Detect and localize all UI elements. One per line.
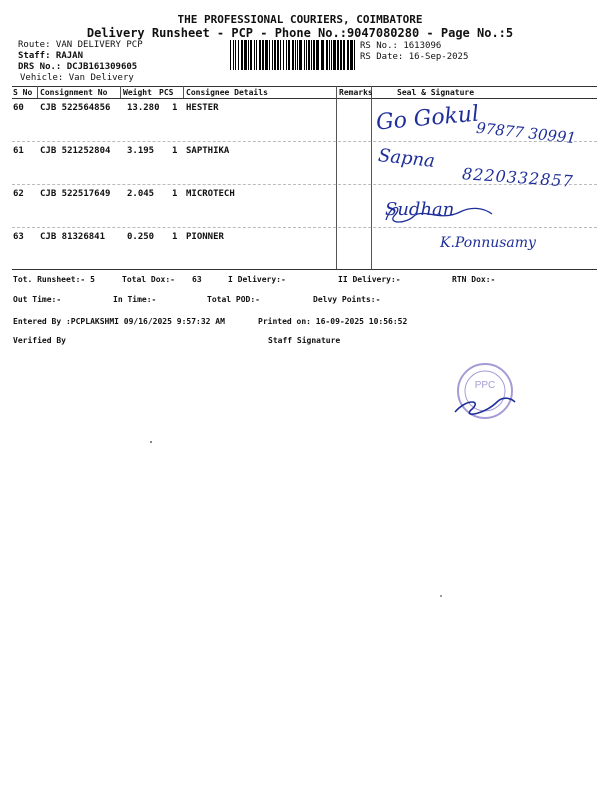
barcode-bar [329,40,330,70]
header-pcs: PCS [159,88,174,97]
barcode-bar [347,40,349,70]
table-row-consignment: CJB 522517649 [40,189,111,199]
barcode-bar [354,40,355,70]
table-row-weight: 2.045 [127,189,155,199]
table-row-pcs: 1 [172,232,178,242]
barcode-bar [256,40,257,70]
printed-on: Printed on: 16-09-2025 10:56:52 [258,317,408,326]
header-remarks: Remarks [339,88,373,97]
barcode-bar [254,40,255,70]
staff-signature-label: Staff Signature [268,336,341,345]
row-separator [12,227,597,228]
table-row-weight: 0.250 [127,232,155,242]
delivery-points: Delvy Points:- [313,295,381,304]
table-row-sno: 60 [13,103,24,113]
total-runsheet: Tot. Runsheet:- 5 [13,275,95,284]
barcode-bar [299,40,302,70]
barcode-bar [235,40,236,70]
table-row-consignee: PIONNER [186,232,224,242]
barcode-bar [292,40,294,70]
in-time: In Time:- [113,295,157,304]
barcode-bar [326,40,328,70]
company-title: THE PROFESSIONAL COURIERS, COIMBATORE [177,13,423,26]
table-row-pcs: 1 [172,103,178,113]
table-row-weight: 13.280 [127,103,160,113]
barcode-bar [308,40,310,70]
barcode-bar [337,40,339,70]
barcode-bar [295,40,296,70]
barcode-bar [241,40,243,70]
table-bottom-rule [12,269,597,270]
table-row-sno: 63 [13,232,24,242]
barcode-bar [272,40,273,70]
i-delivery: I Delivery:- [228,275,286,284]
table-top-rule [12,86,597,87]
rtn-dox: RTN Dox:- [452,275,496,284]
speck [440,595,442,597]
barcode-bar [283,40,284,70]
barcode-bar [269,40,270,70]
barcode-bar [286,40,287,70]
barcode-bar [331,40,332,70]
table-row-consignment: CJB 81326841 [40,232,106,242]
table-row-consignee: HESTER [186,103,219,113]
signature-row-60: Go Gokul [375,101,481,136]
ii-delivery: II Delivery:- [338,275,401,284]
barcode-bar [248,40,249,70]
remarks-divider-right [371,86,372,269]
speck [150,441,152,443]
header-weight: Weight [123,88,152,97]
barcode-bar [313,40,315,70]
staff-label: Staff: RAJAN [18,51,84,61]
header-seal: Seal & Signature [397,88,475,97]
rs-number: RS No.: 1613096 [360,41,442,51]
total-dox-label: Total Dox:- [122,275,175,284]
table-header-rule [12,98,597,99]
office-stamp [445,358,525,428]
barcode-bar [306,40,307,70]
barcode-bar [250,40,252,70]
barcode-bar [304,40,305,70]
table-row-weight: 3.195 [127,146,155,156]
col-divider [183,86,184,98]
table-row-pcs: 1 [172,189,178,199]
handwritten-phone-row-60: 97877 30991 [475,118,577,148]
row-separator [12,141,597,142]
table-row-pcs: 1 [172,146,178,156]
barcode-bar [350,40,353,70]
col-divider [120,86,121,98]
header-consignment: Consignment No [40,88,108,97]
barcode-bar [265,40,268,70]
col-divider [37,86,38,98]
signature-row-61: Sapna [377,145,436,172]
vehicle-label: Vehicle: Van Delivery [20,73,134,83]
table-row-consignee: SAPTHIKA [186,146,230,156]
verified-by: Verified By [13,336,66,345]
table-row-sno: 61 [13,146,24,156]
barcode-bar [288,40,290,70]
signature-row-63: K.Ponnusamy [440,235,536,251]
table-row-consignee: MICROTECH [186,189,235,199]
out-time: Out Time:- [13,295,62,304]
total-pod: Total POD:- [207,295,260,304]
barcode-bar [238,40,239,70]
barcode-bar [230,40,231,70]
barcode [230,40,355,70]
barcode-bar [297,40,298,70]
entered-by: Entered By :PCPLAKSHMI 09/16/2025 9:57:32 AM [13,317,225,326]
barcode-bar [233,40,234,70]
barcode-bar [280,40,281,70]
barcode-bar [340,40,342,70]
remarks-divider-left [336,86,337,269]
barcode-bar [259,40,261,70]
header-consignee: Consignee Details [186,88,268,97]
handwritten-phone-row-61: 8220332857 [461,164,575,191]
signature-scribble-row-62 [380,198,500,234]
barcode-bar [343,40,345,70]
drs-label: DRS No.: DCJB161309605 [18,62,138,72]
barcode-bar [321,40,324,70]
route-label: Route: VAN DELIVERY PCP [18,40,143,50]
runsheet-subtitle: Delivery Runsheet - PCP - Phone No.:9047080280 - Page No.:5 [86,26,514,40]
barcode-bar [244,40,247,70]
barcode-bar [262,40,264,70]
barcode-bar [274,40,276,70]
table-row-consignment: CJB 521252804 [40,146,111,156]
header-sno: S No [13,88,33,97]
table-row-sno: 62 [13,189,24,199]
barcode-bar [333,40,336,70]
barcode-bar [311,40,312,70]
barcode-bar [277,40,279,70]
svg-text:PPC: PPC [474,380,496,391]
signature-row-62: Sudhan [385,199,455,220]
total-dox-value: 63 [192,275,202,284]
table-row-consignment: CJB 522564856 [40,103,111,113]
barcode-bar [316,40,319,70]
rs-date: RS Date: 16-Sep-2025 [360,52,469,62]
